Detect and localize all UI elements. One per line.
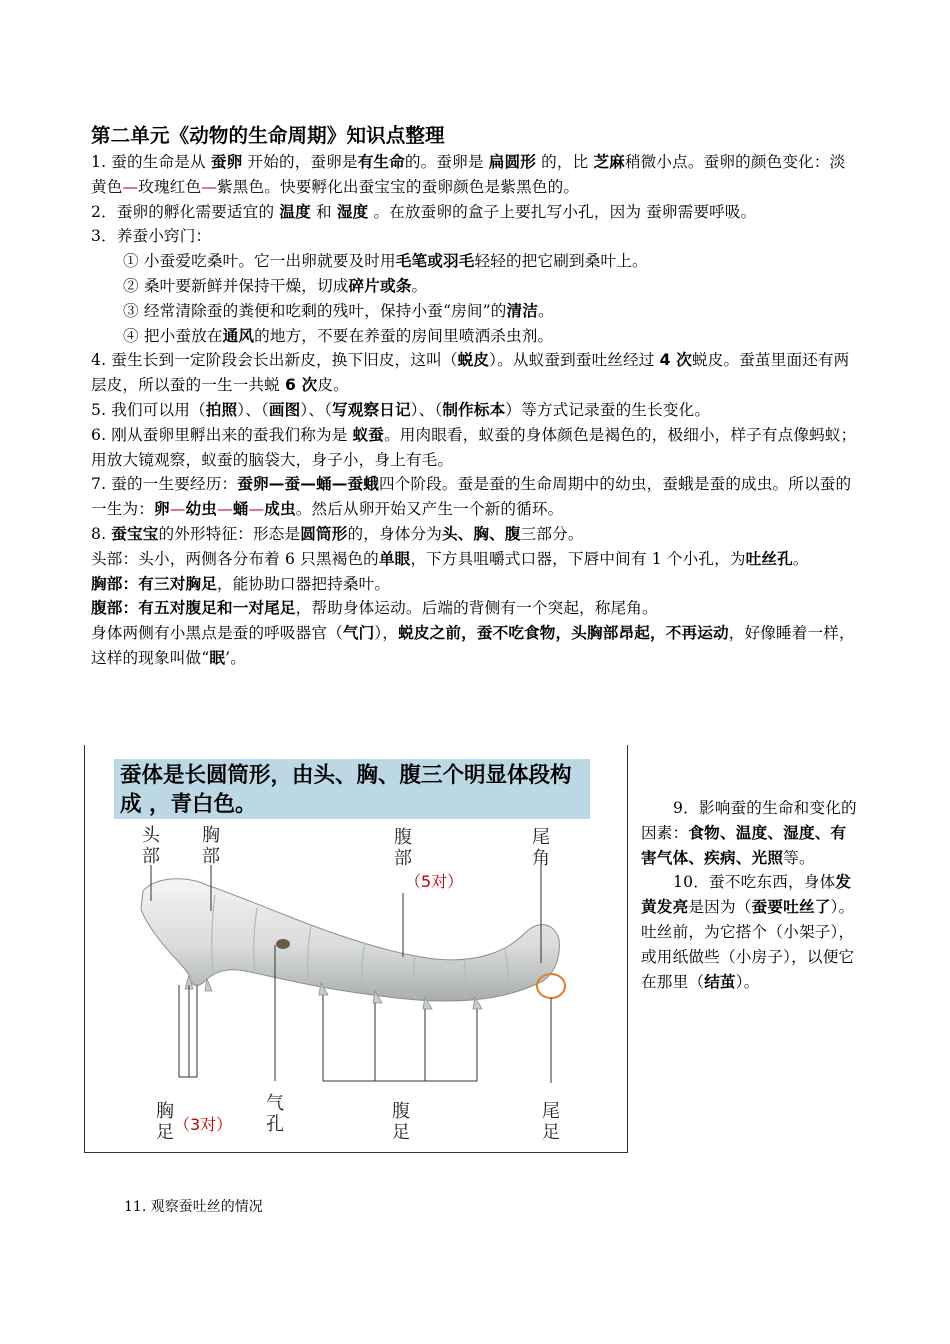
text-run: ，下方具咀嚼式口器，下唇中间有 1 个小孔，为 <box>410 549 746 568</box>
text-run: 7. 蚕的一生要经历： <box>91 475 238 494</box>
bold-text: 通风 <box>222 326 255 345</box>
tip-2 <box>91 274 861 299</box>
text-run: 皮。 <box>317 376 349 395</box>
head-description <box>91 547 861 572</box>
eye-spot <box>276 939 290 949</box>
paragraph-6 <box>91 423 861 473</box>
text-run: 1. 蚕的生命是从 <box>91 153 211 171</box>
bold-text: 胸部：有三对胸足 <box>91 574 217 593</box>
text-run: ③ 经常清除蚕的粪便和吃剩的残叶，保持小蚕“房间”的 <box>123 301 507 320</box>
paragraph-1 <box>91 150 861 200</box>
chest-description <box>91 572 861 597</box>
text-run: ）。 <box>735 972 760 991</box>
text-run: ）， <box>374 624 399 643</box>
text-run: 的外形特征：形态是 <box>158 524 301 543</box>
bold-text: 有生命 <box>357 153 405 171</box>
text-run: ① 小蚕爱吃桑叶。它一出卵就要及时用 <box>123 252 396 271</box>
paragraph-8 <box>91 522 861 547</box>
bold-text: 蚕卵—蚕—蛹—蚕蛾 <box>237 475 379 494</box>
text-run: 等。 <box>783 848 815 867</box>
bold-text: 毛笔或羽毛 <box>395 252 475 271</box>
text-run: ）等方式记录蚕的生长变化。 <box>505 400 711 419</box>
label-head: 头部 <box>142 825 160 867</box>
red-dash: — <box>248 500 265 519</box>
bold-text: 4 次 <box>659 351 692 370</box>
text-run: ，帮助身体运动。后端的背侧有一个突起，称尾角。 <box>295 599 658 618</box>
paragraph-4 <box>91 348 861 398</box>
text-run: 开始的，蚕卵是 <box>242 153 358 171</box>
label-belly: 腹部 <box>394 827 412 869</box>
text-run: ④ 把小蚕放在 <box>123 326 223 345</box>
text-run: 的地方，不要在养蚕的房间里喷洒杀虫剂。 <box>254 326 554 345</box>
figure-caption: 蚕体是长圆筒形，由头、胸、腹三个明显体段构成 ，青白色。 <box>114 759 590 819</box>
text-run: 轻轻的把它刷到桑叶上。 <box>474 252 648 271</box>
paragraph-5 <box>91 398 861 423</box>
bold-text: 食物、温度、湿度、有害气体、疾病、光照 <box>641 823 847 867</box>
text-run: 头部：头小，两侧各分布着 6 只黑褐色的 <box>91 549 379 568</box>
bold-text: 扁圆形 <box>488 153 536 171</box>
bold-text: 蚕要吐丝了 <box>751 898 831 917</box>
text-run: 是因为（ <box>688 898 752 917</box>
text-run: 的，身体分为 <box>347 524 442 543</box>
tail-highlight <box>537 974 565 998</box>
bold-text: 写观察日记 <box>332 400 411 419</box>
bold-text: 拍照 <box>205 400 238 419</box>
text-run: 。用肉眼看，蚁蚕的身体颜色是褐色的，极细小，样子有点像蚂蚁；用放大镜观察，蚁蚕的脑袋大，身子小，身上有毛。 <box>91 425 857 469</box>
bold-text: 卵 <box>153 500 170 519</box>
text-run: 。 <box>537 301 554 320</box>
bold-text: 湿度 <box>336 202 369 221</box>
bold-text: 制作标本 <box>442 400 506 419</box>
text-run: ，能协助口器把持桑叶。 <box>216 574 391 593</box>
text-run: 6. 刚从蚕卵里孵出来的蚕我们称为是 <box>91 425 353 444</box>
belly-description <box>91 596 861 621</box>
text-run: 四个阶段。蚕是蚕的生命周期中的幼虫，蚕蛾是蚕的成虫。所以蚕的一生为： <box>91 475 852 519</box>
text-run: ）、（ <box>237 400 269 419</box>
silkworm-body <box>141 879 559 1001</box>
red-dash: — <box>216 500 233 519</box>
text-run: 10．蚕不吃东西，身体 <box>673 873 836 892</box>
footer-item-11: 11. 观察蚕吐丝的情况 <box>124 1199 263 1215</box>
label-tail-horn: 尾角 <box>532 827 550 869</box>
text-run: 玫瑰红色 <box>138 177 202 196</box>
text-run: 紫黑色。快要孵化出蚕宝宝的蚕卵颜色是紫黑色的。 <box>216 177 580 196</box>
text-run: ② 桑叶要新鲜并保持干燥，切成 <box>123 276 349 295</box>
bold-text: 6 次 <box>285 376 318 395</box>
body-description <box>91 621 861 671</box>
bold-text: 腹部：有五对腹足和一对尾足 <box>91 599 296 618</box>
text-run: 。 <box>411 276 428 295</box>
label-belly-count: （5对） <box>405 872 464 891</box>
text-run: 三部分。 <box>520 524 584 543</box>
bold-text: 清洁 <box>506 301 538 320</box>
text-run: ）、（ <box>410 400 443 419</box>
page-title: 第二单元《动物的生命周期》知识点整理 <box>91 124 445 147</box>
bold-text: 温度 <box>279 202 311 221</box>
text-run: 5. 我们可以用（ <box>91 400 206 419</box>
bold-text: 结茧 <box>704 972 736 991</box>
bold-text: 圆筒形 <box>300 524 348 543</box>
text-run: 。然后从卵开始又产生一个新的循环。 <box>295 500 564 519</box>
label-chest-feet-count: （3对） <box>174 1115 233 1134</box>
bold-text: 蛹 <box>232 500 249 519</box>
bold-text: 蜕皮之前，蚕不吃食物，头胸部昂起，不再运动 <box>398 624 729 643</box>
label-tail-feet: 尾足 <box>542 1101 560 1143</box>
silkworm-figure <box>84 745 628 1153</box>
text-run: ）。吐丝前，为它搭个（小架子），或用纸做些（小房子），以便它在那里（ <box>641 898 855 991</box>
text-run: 蜕皮。蚕茧里面还有两层皮，所以蚕的一生一共蜕 <box>91 351 850 395</box>
text-run: 和 <box>310 202 337 221</box>
label-chest-feet: 胸足 <box>156 1101 174 1143</box>
label-chest: 胸部 <box>202 825 220 867</box>
bold-text: 画图 <box>268 400 301 419</box>
text-run: 。 <box>792 549 809 568</box>
bold-text: 芝麻 <box>593 153 625 171</box>
text-run: 身体两侧有小黑点是蚕的呼吸器官（ <box>91 624 343 643</box>
paragraph-3 <box>91 224 861 249</box>
tip-3 <box>91 299 861 324</box>
text-run: 3．养蚕小窍门： <box>91 227 212 246</box>
bold-text: 幼虫 <box>185 500 217 519</box>
label-spiracle: 气孔 <box>266 1093 284 1135</box>
text-run: 的，比 <box>535 153 594 171</box>
text-run: 。在放蚕卵的盒子上要扎写小孔，因为 蚕卵需要呼吸。 <box>368 202 757 221</box>
bold-text: 成虫 <box>264 500 296 519</box>
label-belly-feet: 腹足 <box>392 1101 410 1143</box>
text-run: ’。 <box>225 648 246 667</box>
red-dash: — <box>201 177 217 196</box>
bold-text: 蚕宝宝 <box>111 524 159 543</box>
bold-text: 蜕皮 <box>457 351 490 370</box>
bold-text: 头、胸、腹 <box>441 524 521 543</box>
bold-text: 蚁蚕 <box>352 425 385 444</box>
bold-text: 发黄发亮 <box>641 873 852 917</box>
bold-text: 蚕卵 <box>210 153 243 171</box>
bold-text: 单眼 <box>378 549 411 568</box>
text-run: ）。从蚁蚕到蚕吐丝经过 <box>489 351 660 370</box>
bold-text: 碎片或条 <box>348 276 412 295</box>
text-run: 9．影响蚕的生命和变化的因素： <box>641 799 857 842</box>
paragraph-9 <box>641 796 861 870</box>
bold-text: 眠 <box>209 648 226 667</box>
paragraph-10 <box>641 870 861 994</box>
main-text <box>91 122 861 671</box>
text-run: 4. 蚕生长到一定阶段会长出新皮，换下旧皮，这叫（ <box>91 351 458 370</box>
side-text <box>641 796 861 994</box>
text-run: ，好像睡着一样，这样的现象叫做“ <box>91 624 855 667</box>
text-run: 8. <box>91 524 112 543</box>
text-run: 稍微小点。蚕卵的颜色变化：淡黄色 <box>91 153 846 196</box>
tip-1 <box>91 249 861 274</box>
paragraph-2 <box>91 200 861 225</box>
text-run: 2．蚕卵的孵化需要适宜的 <box>91 202 280 221</box>
tip-4 <box>91 324 861 349</box>
bold-text: 气门 <box>342 624 375 643</box>
paragraph-7 <box>91 472 861 522</box>
text-run: ）、（ <box>300 400 333 419</box>
text-run: 的。蚕卵是 <box>404 153 489 171</box>
red-dash: — <box>169 500 186 519</box>
bold-text: 吐丝孔 <box>745 549 793 568</box>
red-dash: — <box>122 177 139 196</box>
